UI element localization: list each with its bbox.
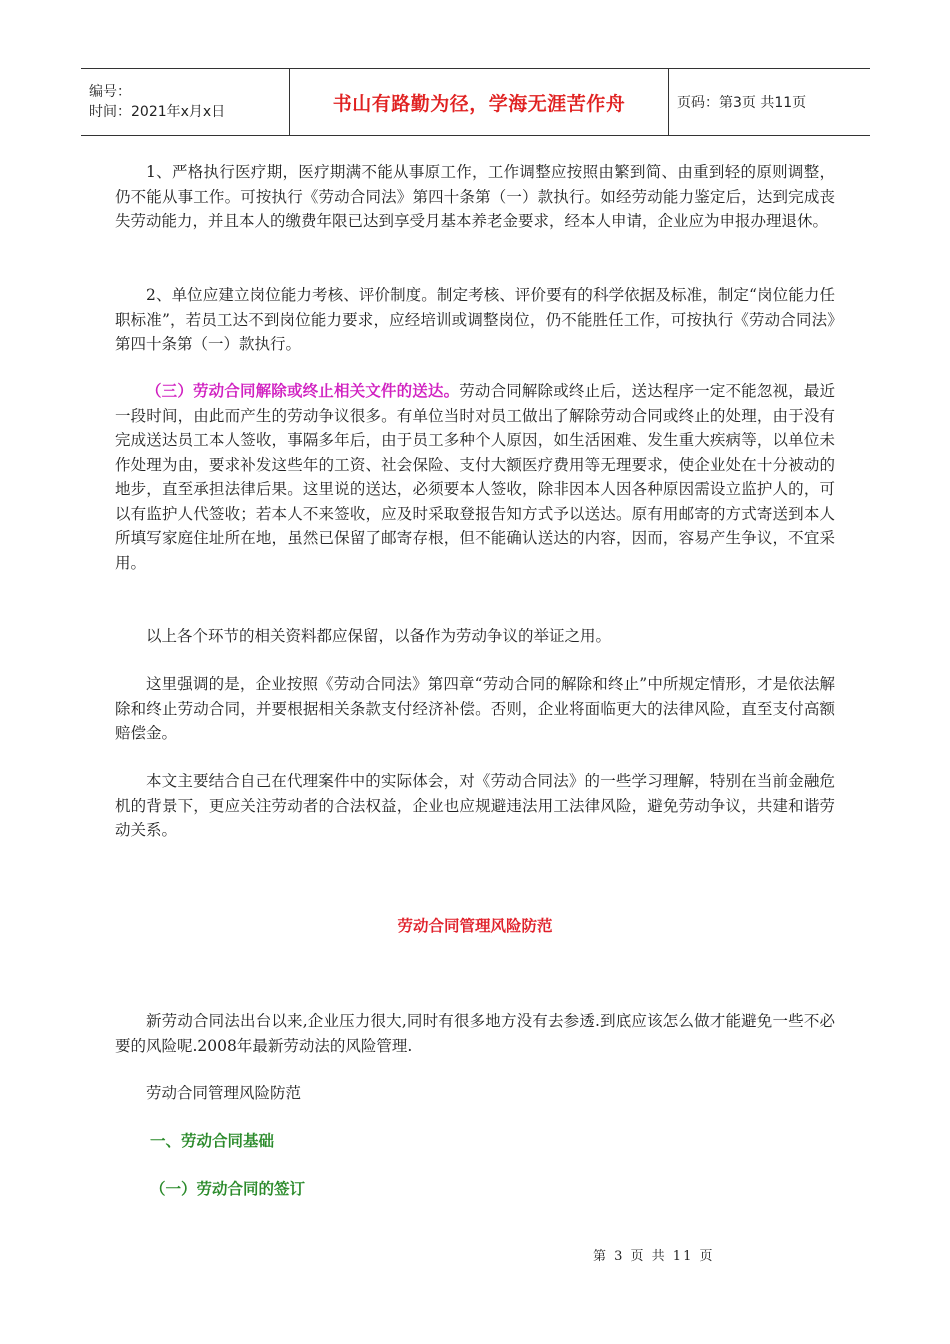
paragraph-emphasis: 这里强调的是，企业按照《劳动合同法》第四章“劳动合同的解除和终止”中所规定情形，才是依法解除和终止劳动合同，并要根据相关条款支付经济补偿。否则，企业将面临更大的法律风险，直至支付高额赔偿金。: [115, 675, 835, 742]
paragraph-conclusion: 本文主要结合自己在代理案件中的实际体会，对《劳动合同法》的一些学习理解，特别在当前金融危机的背景下，更应关注劳动者的合法权益，企业也应规避违法用工法律风险，避免劳动争议，共建和谐劳动关系。: [115, 772, 835, 839]
paragraph-subtitle: 劳动合同管理风险防范: [146, 1084, 302, 1102]
header-motto: 书山有路勤为径，学海无涯苦作舟: [290, 69, 669, 136]
paragraph-document-delivery: [115, 379, 835, 575]
heading-contract-signing: （一）劳动合同的签订: [150, 1180, 306, 1198]
header-left-cell: [81, 69, 290, 136]
document-number-label: 编号：: [89, 84, 131, 100]
page-header: [81, 68, 870, 136]
heading-contract-basics: 一、劳动合同基础: [150, 1132, 275, 1150]
header-page-number: 页码：第3页 共11页: [677, 95, 807, 111]
delivery-lead-heading: （三）劳动合同解除或终止相关文件的送达。: [146, 382, 460, 400]
page-footer: 第 3 页 共 11 页: [593, 1249, 715, 1264]
paragraph-job-assessment: 2、单位应建立岗位能力考核、评价制度。制定考核、评价要有的科学依据及标准，制定“岗位能力任职标准”，若员工达不到岗位能力要求，应经培训或调整岗位，仍不能胜任工作，可按执行《劳动合同法》第四十条第（一）款执行。: [115, 286, 835, 353]
document-date: 时间：2021年x月x日: [89, 104, 226, 120]
paragraph-keep-records: 以上各个环节的相关资料都应保留，以备作为劳动争议的举证之用。: [146, 627, 612, 645]
delivery-body: 劳动合同解除或终止后，送达程序一定不能忽视，最近一段时间，由此而产生的劳动争议很多。有单位当时对员工做出了解除劳动合同或终止的处理，由于没有完成送达员工本人签收，事隔多年后，由于员工多种个人原因，如生活困难、发生重大疾病等，以单位未作处理为由，要求补发这些年的工资、社会保险、支付大额医疗费用等无理要求，使企业处在十分被动的地步，直至承担法律后果。这里说的送达，必须要本人签收，除非因本人因各种原因需设立监护人的，可以有监护人代签收；若本人不来签收，应及时采取登报告知方式予以送达。原有用邮寄的方式寄送到本人所填写家庭住址所在地，虽然已保留了邮寄存根，但不能确认送达的内容，因而，容易产生争议，不宜采用。: [115, 382, 835, 572]
paragraph-medical-period: 1、严格执行医疗期，医疗期满不能从事原工作，工作调整应按照由繁到简、由重到轻的原则调整，仍不能从事工作。可按执行《劳动合同法》第四十条第（一）款执行。如经劳动能力鉴定后，达到完成丧失劳动能力，并且本人的缴费年限已达到享受月基本养老金要求，经本人申请，企业应为申报办理退休。: [115, 163, 835, 230]
paragraph-intro: 新劳动合同法出台以来,企业压力很大,同时有很多地方没有去参透.到底应该怎么做才能避免一些不必要的风险呢.2008年最新劳动法的风险管理.: [115, 1012, 835, 1055]
section-title: 劳动合同管理风险防范: [397, 917, 553, 935]
